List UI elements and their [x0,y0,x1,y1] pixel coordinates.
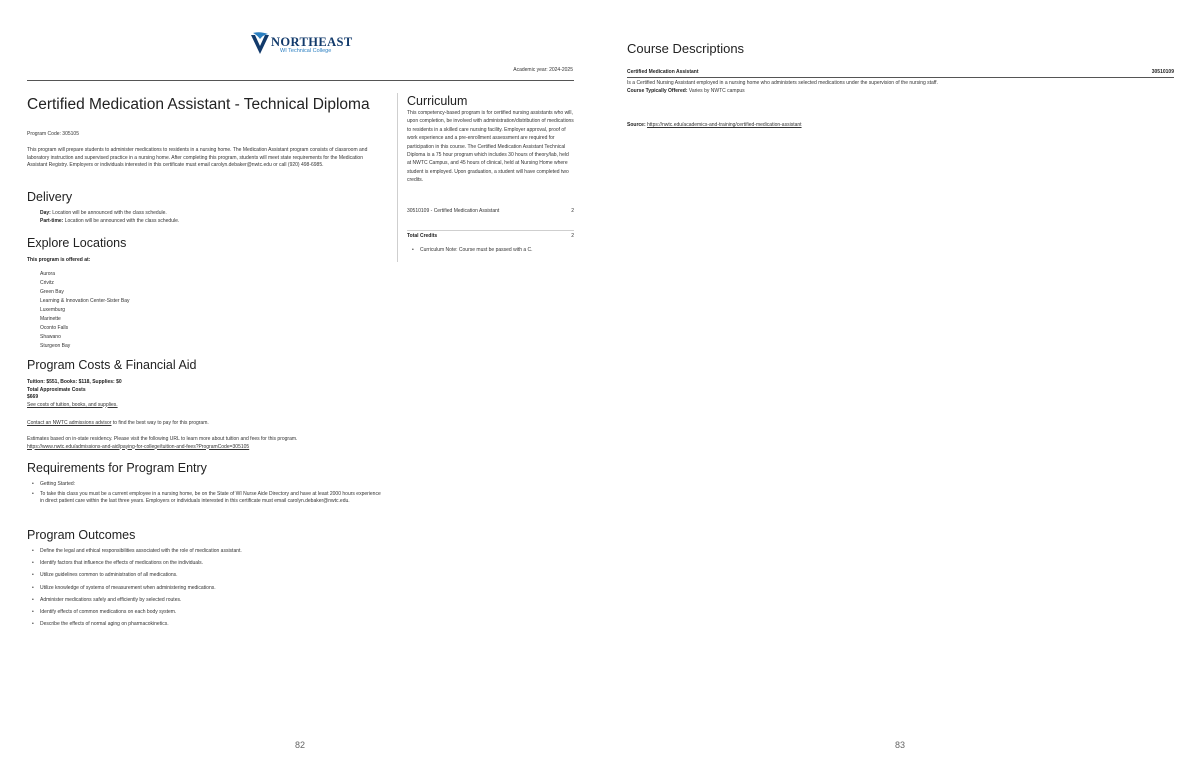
curriculum-notes [407,247,574,255]
costs-summary [27,379,383,409]
locations-heading: Explore Locations [27,236,127,250]
location-item: Oconto Falls [40,325,69,331]
list-item: • Utilize knowledge of systems of measurement when administering medications. [27,585,383,593]
location-item: Aurora [40,271,56,277]
eagle-v-logo-icon [250,32,270,56]
column-divider [397,93,398,262]
program-title: Certified Medication Assistant - Technical Diploma [27,96,370,113]
advisor-text: Contact an NWTC admissions advisor to find the best way to pay for this program. [27,420,209,426]
list-item: • Utilize guidelines common to administration of all medications. [27,572,383,580]
program-code: Program Code: 305105 [27,131,79,137]
source-line: Source: https://nwtc.edu/academics-and-training/certified-medication-assistant [627,122,802,128]
tuition-url-link[interactable]: https://www.nwtc.edu/admissions-and-aid/paying-for-college/tuition-and-fees?ProgramCode=305105 [27,443,250,450]
course-rule [627,77,1174,78]
college-logo [250,32,360,58]
total-credits-row [407,233,574,241]
total-costs-label: Total Approximate Costs [27,386,86,393]
curriculum-course-credits: 2 [571,208,574,214]
estimates-text: Estimates based on in-state residency. Please visit the following URL to learn more about tuition and fees for this program. https://www.nwtc.edu/admissions-and-aid/paying-for-college/tuition-and-fees?ProgramCode=305105 [27,436,383,451]
total-costs-value: $669 [27,394,39,400]
logo-name: NORTHEAST [271,35,353,49]
delivery-details [40,210,380,225]
requirements-list [27,481,383,508]
list-item: • Curriculum Note: Course must be passed with a C. [407,247,574,255]
course-number: 30510109 [1151,69,1174,75]
list-item: • Identify factors that influence the effects of medications on the individuals. [27,560,383,568]
program-intro: This program will prepare students to administer medications to residents in a nursing home. The Medication Assistant program consists of classroom and laboratory instruction and supervised practice in a nursing home. After completing this program, students will meet state requirements for the Medication Assistant Registry. Employers or individuals interested in this certificate must email carolyn.debaker@nwtc.edu or call (920) 498-6985. [27,147,368,168]
curriculum-heading: Curriculum [407,94,468,108]
location-item: Crivitz [40,280,54,286]
list-item: • Identify effects of common medications on each body system. [27,609,383,617]
offered-label: This program is offered at: [27,257,91,263]
location-item: Luxemburg [40,307,66,313]
location-item: Shawano [40,334,61,340]
costs-breakdown: Tuition: $551, Books: $118, Supplies: $0 [27,379,122,385]
list-item: • To take this class you must be a current employee in a nursing home, be on the State of WI Nurse Aide Directory and have at least 2000 hours experience in direct patient care within the last three years. Employers or individuals interested in this certificate must email carolyn.debaker@nwtc.edu. [27,491,383,506]
course-name: Certified Medication Assistant [627,69,699,75]
location-item: Green Bay [40,289,64,295]
location-item: Marinette [40,316,61,322]
curriculum-description: This competency-based program is for certified nursing assistants who will, upon completion, be involved with administration/distribution of medications to residents in a skilled care nursing facility. Employer approval, proof of work experience and a pre-enrollment assessment are required for participation in this course. The Certified Medication Assistant Technical Diploma is a 75 hour program which includes 30 hours of theory/lab, held at NWTC Campus, and 45 hours of clinical, held at Nursing Home where student is employed. Upon graduation, a student will have completed two credits. [407,110,574,184]
locations-list [40,270,240,351]
list-item: • Describe the effects of normal aging on pharmacokinetics. [27,621,383,629]
source-link[interactable]: https://nwtc.edu/academics-and-training/certified-medication-assistant [647,122,802,128]
list-item: • Getting Started: [27,481,383,489]
page-number-right: 83 [894,740,905,750]
total-credits-label: Total Credits [407,233,438,239]
course-offered: Course Typically Offered: Varies by NWTC campus [627,88,745,94]
delivery-parttime: Part-time: Location will be announced with the class schedule. [40,217,180,224]
course-title-row [627,69,1174,77]
list-item: • Administer medications safely and efficiently by selected routes. [27,597,383,605]
header-rule [27,80,574,81]
curriculum-course: 30510109 - Certified Medication Assistant [407,208,500,214]
delivery-heading: Delivery [27,190,73,204]
location-item: Learning & Innovation Center-Sister Bay [40,298,130,304]
course-description: Is a Certified Nursing Assistant employed in a nursing home who administers selected medications under the supervision of the nursing staff. [627,80,938,86]
outcomes-heading: Program Outcomes [27,528,136,542]
page-right [600,0,1200,776]
costs-link[interactable]: See costs of tuition, books, and supplies. [27,401,118,408]
academic-year: Academic year: 2024-2025 [513,67,573,73]
outcomes-list [27,548,383,633]
list-item: • Define the legal and ethical responsibilities associated with the role of medication assistant. [27,548,383,556]
costs-heading: Program Costs & Financial Aid [27,358,197,372]
advisor-link[interactable]: Contact an NWTC admissions advisor [27,420,112,426]
curriculum-course-row [407,208,574,216]
requirements-heading: Requirements for Program Entry [27,461,207,475]
total-credits-value: 2 [571,233,574,239]
curriculum-rule [407,230,574,231]
delivery-day: Day: Location will be announced with the class schedule. [40,210,167,216]
page-number-left: 82 [294,740,305,750]
logo-subtitle: WI Technical College [280,48,332,54]
location-item: Sturgeon Bay [40,343,71,349]
course-descriptions-heading: Course Descriptions [627,41,745,56]
